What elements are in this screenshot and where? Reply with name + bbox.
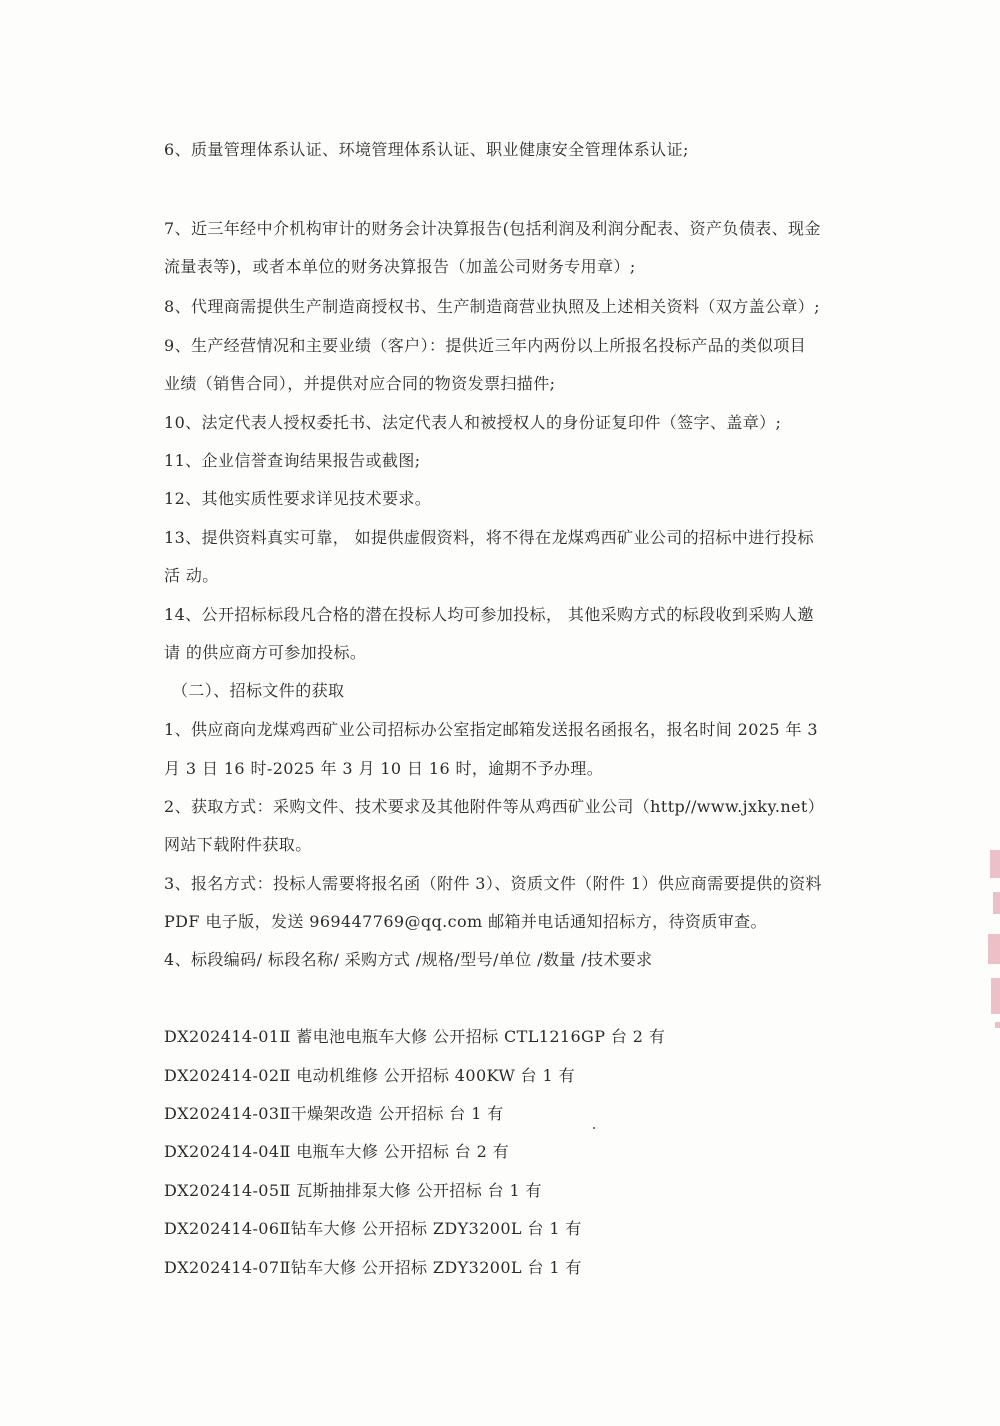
item-6: 6、质量管理体系认证、环境管理体系认证、职业健康安全管理体系认证; xyxy=(164,140,689,159)
acquire-item-1-line-1: 1、供应商向龙煤鸡西矿业公司招标办公室指定邮箱发送报名函报名，报名时间 2025 年 3 xyxy=(164,720,818,739)
lot-row: DX202414-01Ⅱ 蓄电池电瓶车大修 公开招标 CTL1216GP 台 2 有 xyxy=(164,1027,666,1046)
lot-row: DX202414-06Ⅱ钻车大修 公开招标 ZDY3200L 台 1 有 xyxy=(164,1219,582,1238)
section-heading: （二）、招标文件的获取 xyxy=(172,681,345,700)
red-seal-edge xyxy=(982,850,1000,1030)
lot-row: DX202414-07Ⅱ钻车大修 公开招标 ZDY3200L 台 1 有 xyxy=(164,1258,582,1277)
item-13-line-2: 活 动。 xyxy=(164,566,219,585)
acquire-item-2-line-2: 网站下载附件获取。 xyxy=(164,835,312,854)
item-11: 11、企业信誉查询结果报告或截图; xyxy=(164,451,421,470)
item-9-line-2: 业绩（销售合同），并提供对应合同的物资发票扫描件; xyxy=(164,374,556,393)
lot-row: DX202414-02Ⅱ 电动机维修 公开招标 400KW 台 1 有 xyxy=(164,1066,576,1085)
acquire-item-3-line-2: PDF 电子版，发送 969447769@qq.com 邮箱并电话通知招标方，待资质审查。 xyxy=(164,912,767,931)
scan-speck xyxy=(593,1127,595,1129)
item-14-line-1: 14、公开招标标段凡合格的潜在投标人均可参加投标， 其他采购方式的标段收到采购人邀 xyxy=(164,605,814,624)
lot-row: DX202414-05Ⅱ 瓦斯抽排泵大修 公开招标 台 1 有 xyxy=(164,1181,542,1200)
acquire-item-1-line-2: 月 3 日 16 时-2025 年 3 月 10 日 16 时，逾期不予办理。 xyxy=(164,759,604,778)
acquire-item-4: 4、标段编码/ 标段名称/ 采购方式 /规格/型号/单位 /数量 /技术要求 xyxy=(164,950,653,969)
acquire-item-3-line-1: 3、报名方式：投标人需要将报名函（附件 3）、资质文件（附件 1）供应商需要提供的资料 xyxy=(164,874,822,893)
item-14-line-2: 请 的供应商方可参加投标。 xyxy=(164,643,367,662)
item-12: 12、其他实质性要求详见技术要求。 xyxy=(164,489,432,508)
item-10: 10、法定代表人授权委托书、法定代表人和被授权人的身份证复印件（签字、盖章）; xyxy=(164,413,782,432)
item-13-line-1: 13、提供资料真实可靠， 如提供虚假资料，将不得在龙煤鸡西矿业公司的招标中进行投标 xyxy=(164,528,814,547)
lot-row: DX202414-03Ⅱ干燥架改造 公开招标 台 1 有 xyxy=(164,1104,504,1123)
lot-row: DX202414-04Ⅱ 电瓶车大修 公开招标 台 2 有 xyxy=(164,1142,510,1161)
item-7-line-1: 7、近三年经中介机构审计的财务会计决算报告(包括利润及利润分配表、资产负债表、现金 xyxy=(164,219,821,238)
acquire-item-2-line-1: 2、获取方式：采购文件、技术要求及其他附件等从鸡西矿业公司（http//www.jxky.net） xyxy=(164,797,825,816)
item-7-line-2: 流量表等)，或者本单位的财务决算报告（加盖公司财务专用章）; xyxy=(164,257,636,276)
item-8: 8、代理商需提供生产制造商授权书、生产制造商营业执照及上述相关资料（双方盖公章）; xyxy=(164,297,820,316)
item-9-line-1: 9、生产经营情况和主要业绩（客户）：提供近三年内两份以上所报名投标产品的类似项目 xyxy=(164,336,807,355)
